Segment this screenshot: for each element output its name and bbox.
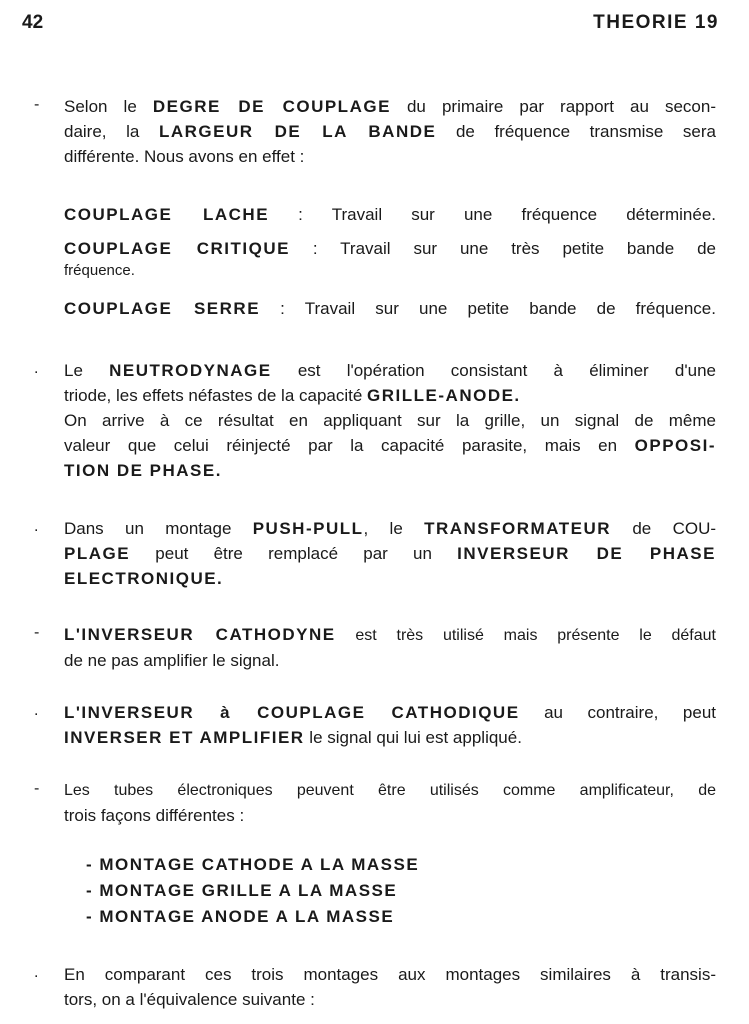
text: de fréquence transmise sera bbox=[436, 122, 716, 141]
text: au contraire, peut bbox=[519, 703, 716, 722]
text: , le bbox=[363, 519, 425, 538]
emphasis: ELECTRONIQUE. bbox=[64, 569, 224, 588]
emphasis: GRILLE-ANODE. bbox=[367, 386, 521, 405]
text: triode, les effets néfastes de la capacité bbox=[64, 386, 368, 405]
dot-mark: . bbox=[34, 360, 39, 377]
dot-mark: . bbox=[34, 964, 39, 981]
text-line bbox=[64, 433, 716, 458]
paragraph-tubes bbox=[64, 778, 716, 828]
emphasis: L'INVERSEUR à COUPLAGE CATHODIQUE bbox=[64, 703, 520, 722]
text: Dans un montage bbox=[64, 519, 253, 538]
bullet-mark: - bbox=[34, 624, 40, 641]
emphasis: COUPLAGE LACHE bbox=[64, 205, 270, 224]
text-line bbox=[64, 516, 716, 541]
text-line: tors, on a l'équivalence suivante : bbox=[64, 990, 315, 1009]
emphasis: L'INVERSEUR CATHODYNE bbox=[64, 625, 336, 644]
text-line bbox=[64, 236, 716, 261]
text-line bbox=[64, 296, 716, 321]
text-line bbox=[64, 725, 716, 750]
dot-mark: . bbox=[34, 702, 39, 719]
text: le signal qui lui est appliqué. bbox=[304, 728, 522, 747]
emphasis: LARGEUR DE LA BANDE bbox=[158, 122, 437, 141]
text-line bbox=[64, 700, 716, 725]
text: daire, la bbox=[64, 122, 159, 141]
bullet-mark: - bbox=[34, 780, 40, 797]
text: de COU- bbox=[611, 519, 717, 538]
text-line: différente. Nous avons en effet : bbox=[64, 147, 305, 166]
emphasis: PUSH-PULL bbox=[252, 519, 364, 538]
page-number: 42 bbox=[22, 12, 44, 33]
coupling-lache bbox=[64, 202, 716, 227]
text-line bbox=[64, 541, 716, 566]
text-line bbox=[64, 202, 716, 227]
emphasis: TION DE PHASE. bbox=[64, 461, 222, 480]
paragraph-comparaison bbox=[64, 962, 716, 1012]
text-line: Les tubes électroniques peuvent être utilisés comme amplificateur, de bbox=[64, 782, 716, 799]
text: est l'opération consistant à éliminer d'une bbox=[271, 361, 716, 380]
text: valeur que celui réinjecté par la capacité parasite, mais en bbox=[64, 436, 635, 455]
text: Selon le bbox=[64, 97, 153, 116]
coupling-critique bbox=[64, 236, 716, 281]
emphasis: COUPLAGE SERRE bbox=[64, 299, 261, 318]
emphasis: INVERSER ET AMPLIFIER bbox=[64, 728, 305, 747]
montage-item: - MONTAGE CATHODE A LA MASSE bbox=[86, 855, 420, 874]
text: : Travail sur une fréquence déterminée. bbox=[269, 205, 716, 224]
section-title: THEORIE 19 bbox=[593, 12, 719, 33]
text: : Travail sur une petite bande de fréquence. bbox=[260, 299, 716, 318]
coupling-serre bbox=[64, 296, 716, 321]
paragraph-coupling-degree bbox=[64, 94, 716, 169]
text: peut être remplacé par un bbox=[130, 544, 458, 563]
paragraph-neutrodynage bbox=[64, 358, 716, 483]
montage-item: - MONTAGE ANODE A LA MASSE bbox=[86, 907, 395, 926]
emphasis: NEUTRODYNAGE bbox=[109, 361, 272, 380]
emphasis: DEGRE DE COUPLAGE bbox=[152, 97, 391, 116]
text-line bbox=[64, 94, 716, 119]
montage-item: - MONTAGE GRILLE A LA MASSE bbox=[86, 881, 398, 900]
text-line bbox=[64, 383, 716, 408]
text-line bbox=[64, 119, 716, 144]
text: est très utilisé mais présente le défaut bbox=[335, 627, 716, 644]
text: du primaire par rapport au secon- bbox=[390, 97, 716, 116]
text: : Travail sur une très petite bande de bbox=[289, 239, 716, 258]
emphasis: OPPOSI- bbox=[634, 436, 716, 455]
text-line: de ne pas amplifier le signal. bbox=[64, 651, 280, 670]
dot-mark: . bbox=[34, 518, 39, 535]
text-line bbox=[64, 622, 716, 648]
bullet-mark: - bbox=[34, 96, 40, 113]
text-line: On arrive à ce résultat en appliquant sur la grille, un signal de même bbox=[64, 411, 716, 430]
paragraph-push-pull bbox=[64, 516, 716, 591]
text: Le bbox=[64, 361, 110, 380]
text-line: En comparant ces trois montages aux montages similaires à transis- bbox=[64, 965, 716, 984]
text-line: fréquence. bbox=[64, 262, 135, 279]
emphasis: PLAGE bbox=[64, 544, 131, 563]
emphasis: COUPLAGE CRITIQUE bbox=[64, 239, 290, 258]
text-line: trois façons différentes : bbox=[64, 806, 245, 825]
emphasis: TRANSFORMATEUR bbox=[424, 519, 612, 538]
paragraph-couplage-cathodique bbox=[64, 700, 716, 750]
emphasis: INVERSEUR DE PHASE bbox=[457, 544, 716, 563]
text-line bbox=[64, 358, 716, 383]
paragraph-cathodyne bbox=[64, 622, 716, 673]
